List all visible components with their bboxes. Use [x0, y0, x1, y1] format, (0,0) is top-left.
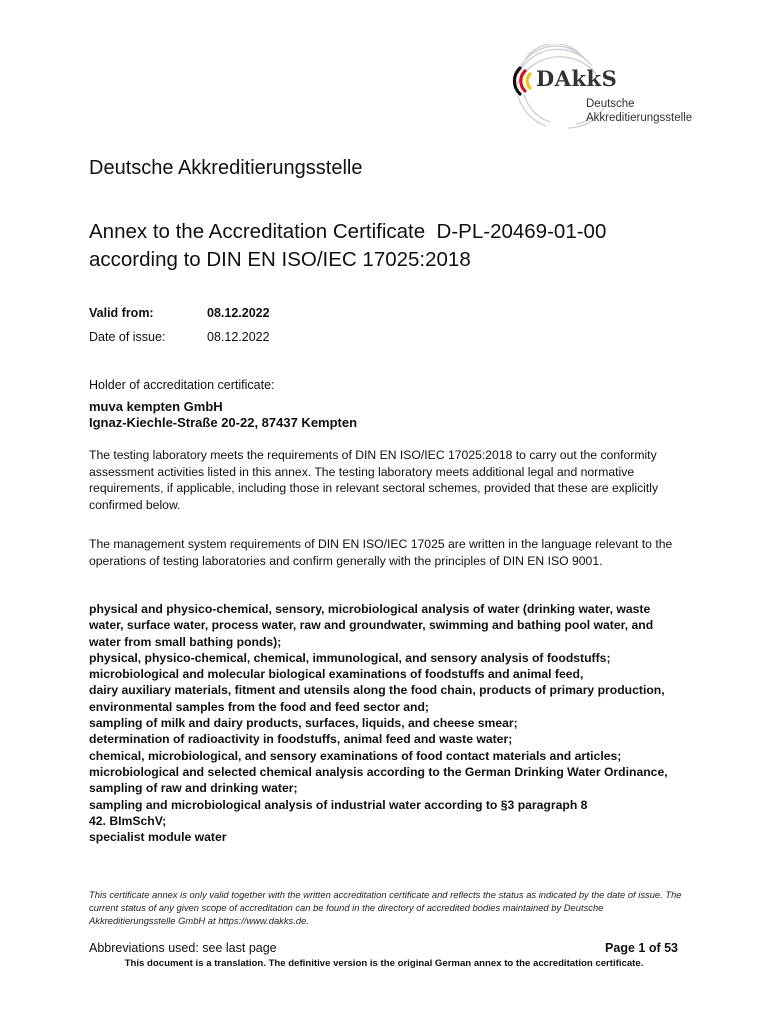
issue-date-label: Date of issue: — [89, 330, 166, 344]
scope-line: sampling of milk and dairy products, surfaces, liquids, and cheese smear; — [89, 716, 518, 731]
scope-line: physical and physico-chemical, sensory, microbiological analysis of water (drinking water, waste — [89, 602, 651, 616]
holder-block — [89, 399, 357, 431]
logo-subtitle-line2: Akkreditierungsstelle — [586, 112, 693, 124]
page-indicator: Page 1 of 53 — [605, 941, 678, 955]
scope-line: sampling and microbiological analysis of industrial water according to §3 paragraph 8 — [89, 797, 588, 812]
logo-subtitle-line1: Deutsche — [586, 98, 635, 110]
certificate-disclaimer: This certificate annex is only valid together with the written accreditation certificate and reflects the status as indicated by the date of issue. The current status of any given scope of accreditation can be found in the directory of accredited bodies maintained by Deutsche Akkreditierungsstelle GmbH at https://www.dakks.de. — [89, 889, 682, 926]
valid-from-label: Valid from: — [89, 306, 154, 320]
management-system-paragraph: The management system requirements of DIN EN ISO/IEC 17025 are written in the language relevant to the operations of testing laboratories and confirm generally with the principles of DIN EN ISO 9001. — [89, 537, 673, 568]
scope-line: physical, physico-chemical, chemical, immunological, and sensory analysis of foodstuffs; — [89, 650, 611, 665]
scope-line: water from small bathing ponds); — [89, 634, 282, 649]
scope-line: environmental samples from the food and feed sector and; — [89, 699, 429, 714]
scope-line: microbiological and molecular biological examinations of foodstuffs and animal feed, — [89, 667, 584, 682]
valid-from-value: 08.12.2022 — [207, 306, 270, 320]
logo-name: DAkkS — [536, 66, 618, 91]
scope-line: water, surface water, process water, raw and groundwater, swimming and bathing pool water, and — [89, 618, 654, 633]
dakks-logo — [506, 44, 706, 134]
scope-line: determination of radioactivity in foodstuffs, animal feed and waste water; — [89, 732, 513, 747]
holder-label: Holder of accreditation certificate: — [89, 378, 275, 392]
scope-line: sampling of raw and drinking water; — [89, 781, 298, 796]
translation-note: This document is a translation. The definitive version is the original German annex to the accreditation certificate. — [124, 958, 644, 969]
scope-line: specialist module water — [89, 830, 227, 845]
abbreviations-note: Abbreviations used: see last page — [89, 941, 277, 955]
scope-line: microbiological and selected chemical analysis according to the German Drinking Water Ordinance, — [89, 764, 668, 779]
annex-title-line2: according to DIN EN ISO/IEC 17025:2018 — [89, 248, 471, 271]
holder-name: muva kempten GmbH — [89, 399, 223, 414]
scope-list — [89, 601, 689, 845]
scope-line: 42. BImSchV; — [89, 813, 167, 828]
scope-line: chemical, microbiological, and sensory examinations of food contact materials and articles; — [89, 748, 622, 763]
organization-title: Deutsche Akkreditierungsstelle — [89, 157, 363, 179]
issue-date-value: 08.12.2022 — [207, 330, 270, 344]
annex-title-line1: Annex to the Accreditation Certificate D-PL-20469-01-00 — [89, 220, 607, 243]
annex-title — [89, 218, 606, 274]
scope-line: dairy auxiliary materials, fitment and utensils along the food chain, products of primary production, — [89, 683, 665, 698]
holder-address: Ignaz-Kiechle-Straße 20-22, 87437 Kempten — [89, 415, 358, 430]
requirements-paragraph: The testing laboratory meets the requirements of DIN EN ISO/IEC 17025:2018 to carry out the conformity assessment activities listed in this annex. The testing laboratory meets additional legal and normative requirements, if applicable, including those in relevant sectoral schemes, provided that these are explicitly confirmed below. — [89, 448, 659, 512]
